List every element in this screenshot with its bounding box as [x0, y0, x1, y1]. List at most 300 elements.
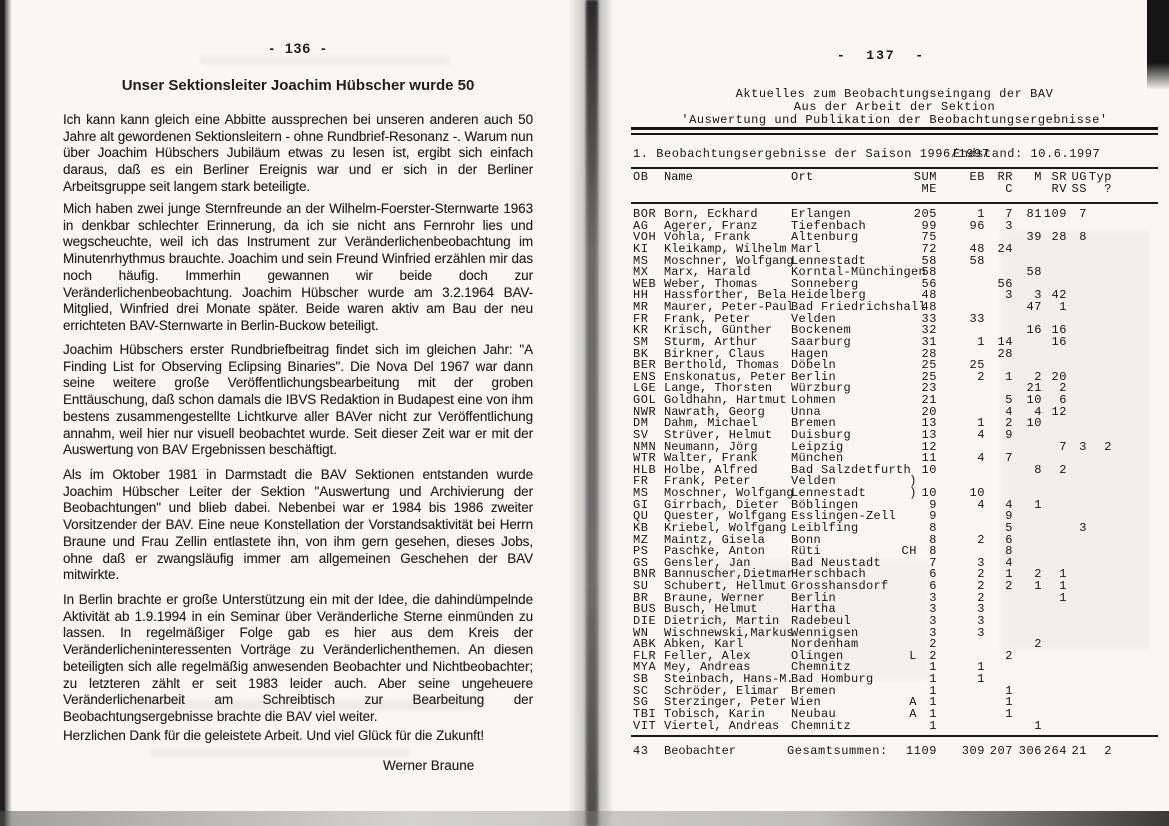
observer-ort: Marl — [791, 241, 822, 256]
observer-code: VIT — [633, 718, 657, 733]
observer-name: Dahm, Michael — [664, 416, 758, 431]
col-header-m: M — [1034, 170, 1042, 184]
value-m: 2 — [1034, 567, 1042, 582]
observer-code: FR — [633, 474, 649, 489]
value-eb: 3 — [977, 613, 985, 628]
observer-name: Wischnewski,Markus — [664, 625, 794, 640]
value-rr: 2 — [1005, 416, 1013, 431]
observer-name: Enskonatus, Peter — [664, 369, 787, 384]
value-sum: 205 — [913, 207, 937, 221]
value-typ: 2 — [1104, 439, 1112, 454]
observer-code: KB — [633, 520, 649, 535]
value-rr: 4 — [1005, 497, 1013, 512]
table-header-row-2 — [631, 183, 1158, 195]
value-sum: 1 — [929, 683, 937, 698]
value-rr: 9 — [1005, 427, 1013, 442]
value-m: 81 — [1026, 207, 1042, 221]
observer-name: Born, Eckhard — [664, 207, 758, 221]
observer-code: WTR — [633, 451, 657, 466]
value-m: 2 — [1034, 369, 1042, 384]
observer-ort: Bockenem — [791, 323, 852, 338]
article-paragraph: Ich kann kann gleich eine Abbitte aussprechen bei unseren anderen auch 50 Jahre alt gewordenen Sektionsleitern - ohne Rundbrief-Resonanz -. Warum nun über Joachim Hübschers Jubiläum etwas zu lesen ist, ergibt sich einfach daraus, daß es ein Berliner Ereignis war und er sich in der Berliner Arbeitsgruppe seit langem stark beteiligte. — [63, 112, 533, 194]
observer-count: 43 — [633, 744, 649, 758]
value-rr: 4 — [1005, 404, 1013, 419]
observer-code: QU — [633, 509, 649, 524]
observer-ort: Bonn — [791, 532, 822, 547]
value-eb: 1 — [977, 660, 985, 675]
observer-code: BR — [633, 590, 649, 605]
observer-ort: Unna — [791, 404, 822, 419]
observer-name: Krisch, Günther — [664, 323, 773, 338]
value-rr: 1 — [1005, 695, 1013, 710]
value-ug: 3 — [1079, 520, 1087, 535]
observer-ort: Bad Neustadt — [791, 555, 882, 570]
observer-code: BK — [633, 346, 649, 361]
value-eb: 2 — [977, 579, 985, 593]
endstand-date: Endstand: 10.6.1997 — [953, 147, 1101, 161]
page-gutter-core — [586, 0, 598, 826]
observer-ort: Bad Salzdetfurth — [791, 462, 912, 477]
value-sum: 3 — [929, 602, 937, 617]
observer-ort: Velden — [791, 474, 837, 489]
observer-ort: Berlin — [791, 369, 837, 384]
observer-name: Tobisch, Karin — [664, 706, 765, 721]
observer-ort: Bremen — [791, 416, 837, 431]
observer-name: Kriebel, Wolfgang — [664, 520, 787, 535]
total-m: 306 — [1018, 744, 1042, 758]
observer-code: ENS — [633, 369, 657, 384]
observer-code: WN — [633, 625, 649, 640]
value-sum: 10 — [921, 486, 937, 500]
totals-label: Gesamtsummen: — [787, 744, 888, 758]
value-rr: 14 — [997, 334, 1013, 349]
observer-code: BUS — [633, 602, 657, 617]
observer-ort: Korntal-Münchingen — [791, 265, 927, 280]
observer-ort: Chemnitz — [791, 718, 852, 733]
value-eb: 25 — [969, 358, 985, 373]
value-sum: 33 — [921, 311, 937, 326]
observer-ort: Chemnitz — [791, 660, 852, 675]
value-sum: 3 — [929, 613, 937, 628]
observer-name: Feller, Alex — [664, 648, 751, 663]
observer-name: Agerer, Franz — [664, 218, 758, 233]
observer-name: Girrbach, Dieter — [664, 497, 780, 512]
observer-code: FLR — [633, 648, 657, 663]
value-eb: 2 — [977, 567, 985, 582]
value-sum: 21 — [921, 393, 937, 407]
observer-ort: Lohmen — [791, 393, 837, 407]
value-m: 1 — [1034, 718, 1042, 733]
value-eb: 58 — [969, 253, 985, 268]
bleed-through-smudge — [200, 56, 450, 65]
observer-name: Holbe, Alfred — [664, 462, 758, 477]
observer-ort: Leiblfing — [791, 520, 859, 535]
observer-code: MR — [633, 300, 649, 314]
observer-ort: Wennigsen — [791, 625, 859, 640]
value-sr: 28 — [1051, 230, 1067, 245]
observer-name: Schubert, Hellmut — [664, 579, 787, 593]
value-rr: 2 — [1005, 648, 1013, 663]
value-sum: 12 — [921, 439, 937, 454]
article-paragraph: Als im Oktober 1981 in Darmstadt die BAV Sektionen entstanden wurde Joachim Hübscher Leiter der Sektion "Auswertung und Archivierung der Beobachtungen" und blieb dabei. Nebenbei war er 1984 bis 1986 zweiter Vorsitzender der BAV. Eine neue Konstellation der Vorstandsaktivität bei Herrn Braune und Frau Zellin entlastete ihn, von ihm gern gesehen, dieses Jobs, ohne daß er zwangsläufig immer am allgemeinen Geschehen der BAV mitwirkte. — [63, 467, 533, 583]
value-rr: 56 — [997, 276, 1013, 291]
value-sum: 25 — [921, 369, 937, 384]
col-header-ob: OB — [633, 170, 649, 184]
value-sum: 8 — [929, 532, 937, 547]
observer-code: GOL — [633, 393, 657, 407]
observer-code: NMN — [633, 439, 657, 454]
article-closing-line: Herzlichen Dank für die geleistete Arbeit. Und viel Glück für die Zukunft! — [63, 728, 485, 743]
observer-flag: A — [909, 695, 917, 710]
value-sr: 6 — [1059, 393, 1067, 407]
observer-ort: Leipzig — [791, 439, 844, 454]
value-m: 16 — [1026, 323, 1042, 338]
scan-edge-bottom — [0, 811, 1169, 826]
observer-code: DIE — [633, 613, 657, 628]
observer-ort: Rüti — [791, 544, 822, 559]
value-m: 3 — [1034, 288, 1042, 303]
value-eb: 2 — [977, 369, 985, 384]
observer-ort: Neubau — [791, 706, 837, 721]
value-sum: 48 — [921, 300, 937, 314]
value-sr: 42 — [1051, 288, 1067, 303]
value-eb: 2 — [977, 590, 985, 605]
value-eb: 1 — [977, 207, 985, 221]
observer-name: Paschke, Anton — [664, 544, 765, 559]
value-eb: 48 — [969, 241, 985, 256]
observer-ort: Sonneberg — [791, 276, 859, 291]
value-eb: 4 — [977, 497, 985, 512]
value-sum: 9 — [929, 509, 937, 524]
observer-name: Goldhahn, Hartmut — [664, 393, 787, 407]
author-signature: Werner Braune — [383, 758, 475, 773]
observer-code: SU — [633, 579, 649, 593]
value-sum: 2 — [929, 648, 937, 663]
value-rr: 1 — [1005, 567, 1013, 582]
observer-ort: Erlangen — [791, 207, 852, 221]
value-m: 10 — [1026, 393, 1042, 407]
observer-code: WEB — [633, 276, 657, 291]
value-m: 47 — [1026, 300, 1042, 314]
observer-name: Lange, Thorsten — [664, 381, 773, 396]
value-sum: 13 — [921, 416, 937, 431]
value-eb: 1 — [977, 672, 985, 686]
observer-code: HH — [633, 288, 649, 303]
value-sum: 32 — [921, 323, 937, 338]
col-header-sr: SR — [1051, 170, 1067, 184]
value-m: 1 — [1034, 497, 1042, 512]
article-paragraph: Mich haben zwei junge Sternfreunde an der Wilhelm-Foerster-Sternwarte 1963 in denkbar schlechter Erinnerung, da ich sie nicht ans Fernrohr lies und wegscheuchte, weil ich das Instrument zur Veränderlichenbeobachtung im Minutenrhythmus brauchte. Joachim und sein Freund Winfried erzählen mir das noch häufig. Immerhin gewannen wir beide doch zur Veränderlichenbeobachtung. Joachim Hübscher wurde am 3.2.1964 BAV-Mitglied, Winfried drei Monate später. Beide waren aktiv am Bau der neu errichteten BAV-Sternwarte in Berlin-Buckow beteiligt. — [63, 201, 533, 333]
col-header-typ: Typ — [1088, 170, 1112, 184]
observer-ort: Nordenham — [791, 637, 859, 652]
value-sum: 1 — [929, 718, 937, 733]
observer-name: Sterzinger, Peter — [664, 695, 787, 710]
observer-code: TBI — [633, 706, 657, 721]
season-line — [631, 147, 1158, 160]
observer-name: Busch, Helmut — [664, 602, 758, 617]
value-rr: 1 — [1005, 369, 1013, 384]
value-sum: 2 — [929, 637, 937, 652]
observer-name: Viertel, Andreas — [664, 718, 780, 733]
observer-code: HLB — [633, 462, 657, 477]
total-typ: 2 — [1104, 744, 1112, 758]
article-title: Unser Sektionsleiter Joachim Hübscher wurde 50 — [121, 77, 475, 94]
observer-flag: ) — [909, 486, 917, 500]
observer-code: GI — [633, 497, 649, 512]
value-sum: 9 — [929, 497, 937, 512]
value-sum: 28 — [921, 346, 937, 361]
total-sum: 1109 — [905, 744, 937, 758]
observer-name: Berthold, Thomas — [664, 358, 780, 373]
observer-ort: Olingen — [791, 648, 844, 663]
observer-name: Dietrich, Martin — [664, 613, 780, 628]
value-rr: 24 — [997, 241, 1013, 256]
observer-count-label: Beobachter — [664, 744, 737, 758]
col-header-name: Name — [664, 170, 693, 184]
observer-ort: München — [791, 451, 844, 466]
value-sum: 58 — [921, 265, 937, 280]
observer-name: Schröder, Elimar — [664, 683, 780, 698]
value-sr: 1 — [1059, 567, 1067, 582]
observer-name: Braune, Werner — [664, 590, 765, 605]
value-rr: 1 — [1005, 683, 1013, 698]
observer-flag: A — [909, 706, 917, 721]
value-sr: 16 — [1051, 334, 1067, 349]
table-row — [631, 718, 1158, 733]
value-eb: 3 — [977, 625, 985, 640]
value-rr: 5 — [1005, 393, 1013, 407]
value-m: 21 — [1026, 381, 1042, 396]
value-ug: 8 — [1079, 230, 1087, 245]
observer-ort: Böblingen — [791, 497, 859, 512]
observer-ort: Grosshansdorf — [791, 579, 889, 593]
observer-flag: CH — [901, 544, 917, 559]
value-rr: 5 — [1005, 520, 1013, 535]
observer-name: Abken, Karl — [664, 637, 744, 652]
value-rr: 9 — [1005, 509, 1013, 524]
section-heading — [631, 88, 1158, 127]
value-sr: 1 — [1059, 579, 1067, 593]
observer-ort: Hartha — [791, 602, 837, 617]
observer-flag: L — [909, 648, 917, 663]
col-header-ss: SS — [1071, 182, 1087, 196]
value-sr: 12 — [1051, 404, 1067, 419]
observer-ort: Lennestadt — [791, 486, 867, 500]
observer-ort: Wien — [791, 695, 822, 710]
observer-ort: Velden — [791, 311, 837, 326]
observer-code: KR — [633, 323, 649, 338]
heading-line: Aus der Arbeit der Sektion — [793, 100, 996, 114]
value-sum: 99 — [921, 218, 937, 233]
value-rr: 3 — [1005, 218, 1013, 233]
observer-ort: Esslingen-Zell — [791, 509, 897, 524]
observer-ort: Bad Homburg — [791, 672, 874, 686]
observer-ort: Saarburg — [791, 334, 852, 349]
value-eb: 33 — [969, 311, 985, 326]
rule — [631, 167, 1158, 169]
observer-ort: Tiefenbach — [791, 218, 867, 233]
value-eb: 1 — [977, 416, 985, 431]
value-sum: 7 — [929, 555, 937, 570]
value-rr: 8 — [1005, 544, 1013, 559]
value-sum: 48 — [921, 288, 937, 303]
observer-code: MZ — [633, 532, 649, 547]
observer-name: Frank, Peter — [664, 311, 751, 326]
observer-name: Vohla, Frank — [664, 230, 751, 245]
observer-name: Birkner, Claus — [664, 346, 765, 361]
value-sum: 3 — [929, 625, 937, 640]
observer-name: Frank, Peter — [664, 474, 751, 489]
observer-name: Sturm, Arthur — [664, 334, 758, 349]
value-m: 4 — [1034, 404, 1042, 419]
value-sum: 1 — [929, 672, 937, 686]
observer-name: Mey, Andreas — [664, 660, 751, 675]
value-sr: 2 — [1059, 462, 1067, 477]
total-ug: 21 — [1071, 744, 1087, 758]
observer-ort: Heidelberg — [791, 288, 867, 303]
observer-name: Steinbach, Hans-M. — [664, 672, 794, 686]
value-sum: 31 — [921, 334, 937, 349]
value-rr: 6 — [1005, 532, 1013, 547]
value-eb: 2 — [977, 532, 985, 547]
observer-table-body — [631, 209, 1158, 732]
observer-ort: Hagen — [791, 346, 829, 361]
col-header-me: ME — [921, 182, 937, 196]
total-eb: 309 — [961, 744, 985, 758]
observer-code: MYA — [633, 660, 657, 675]
scan-edge-left — [0, 0, 12, 826]
value-ug: 3 — [1079, 439, 1087, 454]
observer-code: MX — [633, 265, 649, 280]
observer-name: Hassforther, Bela — [664, 288, 787, 303]
page-number-136: - 136 - — [269, 40, 327, 56]
col-header-ort: Ort — [791, 170, 814, 184]
value-sr: 109 — [1043, 207, 1067, 221]
value-m: 1 — [1034, 579, 1042, 593]
value-sum: 56 — [921, 276, 937, 291]
observer-name: Strüver, Helmut — [664, 427, 773, 442]
observer-code: SG — [633, 695, 649, 710]
value-rr: 3 — [1005, 288, 1013, 303]
observer-code: MS — [633, 486, 649, 500]
value-sr: 2 — [1059, 381, 1067, 396]
observer-ort: Bad Friedrichshall — [791, 300, 927, 314]
scan-corner-top-right — [1147, 0, 1169, 90]
observer-name: Moschner, Wolfgang — [664, 486, 794, 500]
col-header-rv: RV — [1051, 182, 1067, 196]
observer-ort: Radebeul — [791, 613, 852, 628]
double-rule — [631, 127, 1158, 135]
observer-ort: Herschbach — [791, 567, 867, 582]
observer-code: ABK — [633, 637, 657, 652]
observer-name: Maintz, Gisela — [664, 532, 765, 547]
value-sr: 1 — [1059, 300, 1067, 314]
value-sum: 1 — [929, 695, 937, 710]
value-sum: 11 — [921, 451, 937, 466]
value-sum: 8 — [929, 544, 937, 559]
col-header-c: C — [1005, 182, 1013, 196]
observer-ort: Lennestadt — [791, 253, 867, 268]
value-sr: 20 — [1051, 369, 1067, 384]
value-sum: 1 — [929, 706, 937, 721]
value-sum: 8 — [929, 520, 937, 535]
value-eb: 3 — [977, 602, 985, 617]
observer-ort: Berlin — [791, 590, 837, 605]
col-header-ug: UG — [1071, 170, 1087, 184]
value-sum: 6 — [929, 567, 937, 582]
observer-code: SM — [633, 334, 649, 349]
value-rr: 7 — [1005, 451, 1013, 466]
observer-code: SV — [633, 427, 649, 442]
observer-name: Kleikamp, Wilhelm — [664, 241, 787, 256]
value-sum: 72 — [921, 241, 937, 256]
value-m: 58 — [1026, 265, 1042, 280]
value-eb: 4 — [977, 427, 985, 442]
value-ug: 7 — [1079, 207, 1087, 221]
value-sum: 23 — [921, 381, 937, 396]
total-sr: 264 — [1043, 744, 1067, 758]
value-rr: 4 — [1005, 555, 1013, 570]
value-sr: 16 — [1051, 323, 1067, 338]
page-137 — [631, 0, 1158, 758]
observer-code: VOH — [633, 230, 657, 245]
total-rr: 207 — [989, 744, 1013, 758]
value-sum: 6 — [929, 579, 937, 593]
col-header-rr: RR — [997, 170, 1013, 184]
observer-name: Quester, Wolfgang — [664, 509, 787, 524]
value-sum: 75 — [921, 230, 937, 245]
observer-code: GS — [633, 555, 649, 570]
heading-line: 'Auswertung und Publikation der Beobachtungsergebnisse' — [681, 113, 1108, 127]
observer-name: Maurer, Peter-Paul — [664, 300, 794, 314]
observer-code: FR — [633, 311, 649, 326]
rule — [631, 735, 1158, 737]
rule — [631, 202, 1158, 204]
bleed-through-smudge — [150, 748, 410, 757]
observer-code: BOR — [633, 207, 657, 221]
observer-ort: Altenburg — [791, 230, 859, 245]
col-header-sum: SUM — [913, 170, 937, 184]
value-rr: 28 — [997, 346, 1013, 361]
observer-name: Moschner, Wolfgang — [664, 253, 794, 268]
table-footer-row — [631, 744, 1158, 757]
value-sum: 3 — [929, 590, 937, 605]
observer-ort: Bremen — [791, 683, 837, 698]
observer-code: SB — [633, 672, 649, 686]
observer-code: BER — [633, 358, 657, 373]
article-paragraph: In Berlin brachte er große Unterstützung ein mit der Idee, die dahindümpelnde Aktivität ab 1.9.1994 in ein Seminar über Veränderliche Sterne einmünden zu lassen. In regelmäßiger Folge gab es hier aus dem Kreis der Veränderlicheninteressenten Vorträge zu Veränderlichenthemen. An diesen beteiligten sich alle regelmäßig anwesenden Beobachter und Nichtbeobachter; zu letzteren zählt er seit 1983 leider auch. Aber seine ungeheuere Veränderlichenarbeit am Schreibtisch zur Bearbeitung der Beobachtungsergebnisse brachte die BAV viel weiter. — [63, 592, 533, 724]
observer-name: Neumann, Jörg — [664, 439, 758, 454]
observer-name: Bannuscher,Dietmar — [664, 567, 794, 582]
observer-code: AG — [633, 218, 649, 233]
value-sr: 7 — [1059, 439, 1067, 454]
value-m: 2 — [1034, 637, 1042, 652]
value-rr: 1 — [1005, 706, 1013, 721]
value-eb: 96 — [969, 218, 985, 233]
value-m: 8 — [1034, 462, 1042, 477]
observer-ort: Duisburg — [791, 427, 852, 442]
value-eb: 4 — [977, 451, 985, 466]
value-sum: 13 — [921, 427, 937, 442]
col-header-eb: EB — [969, 170, 985, 184]
value-sr: 1 — [1059, 590, 1067, 605]
value-rr: 7 — [1005, 207, 1013, 221]
value-sum: 25 — [921, 358, 937, 373]
col-header-question: ? — [1104, 182, 1112, 196]
observer-code: MS — [633, 253, 649, 268]
observer-code: SC — [633, 683, 649, 698]
value-sum: 20 — [921, 404, 937, 419]
